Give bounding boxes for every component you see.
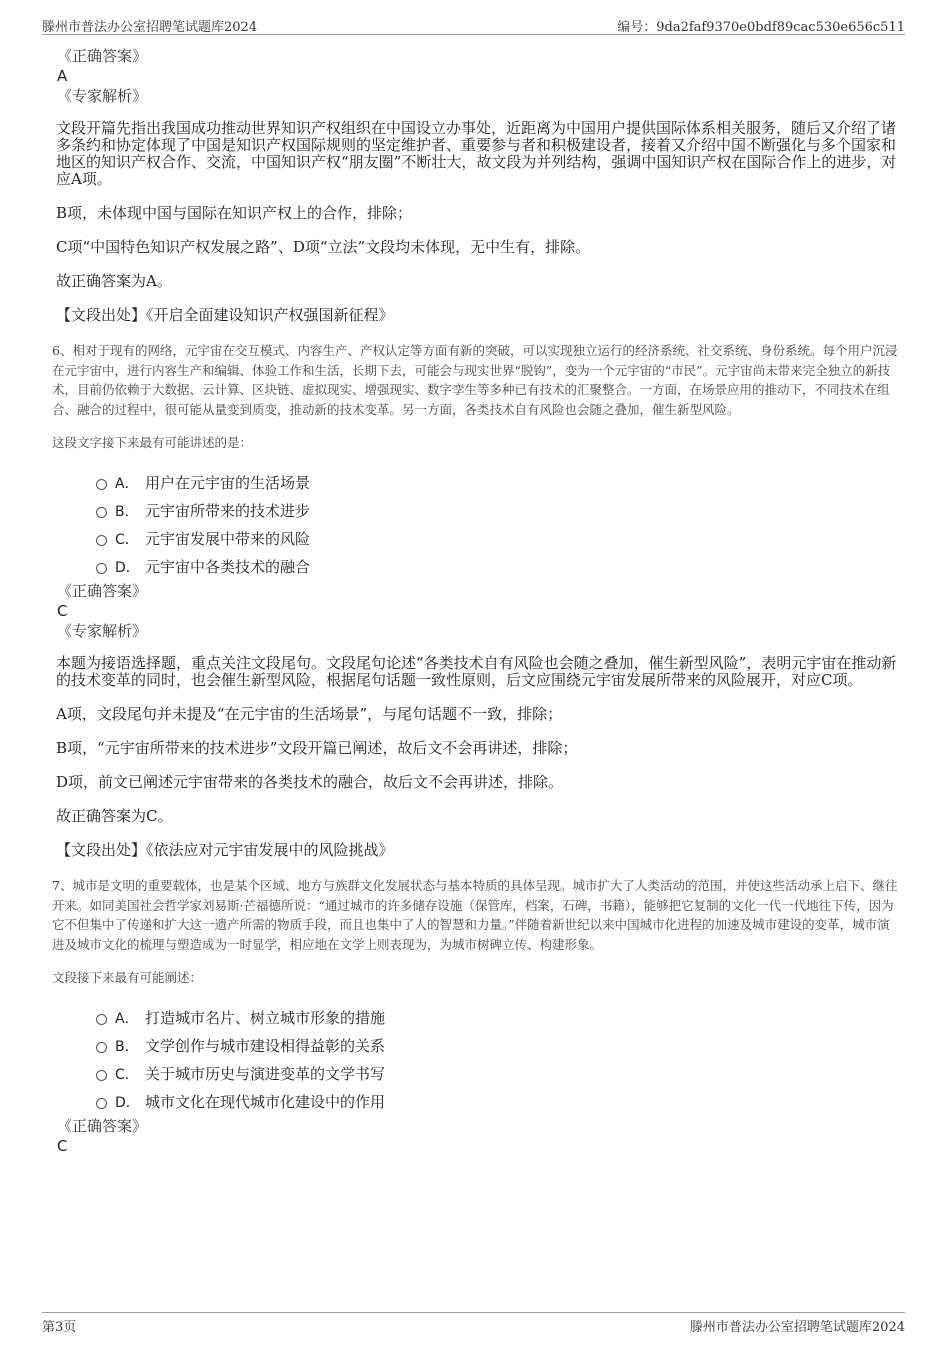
q6-analysis-paragraph: B项，“元宇宙所带来的技术进步”文段开篇已阐述，故后文不会再讲述，排除；	[56, 738, 578, 757]
q6-answer: C	[57, 601, 68, 620]
q5-answer-label: 《正确答案》	[57, 47, 148, 65]
q6-analysis-paragraph: D项，前文已阐述元宇宙带来的各类技术的融合，故后文不会再讲述，排除。	[56, 772, 564, 791]
q6-answer-label: 《正确答案》	[57, 581, 148, 600]
q6-option-a[interactable]: A． 用户在元宇宙的生活场景	[96, 469, 902, 497]
q7-option-d[interactable]: D． 城市文化在现代城市化建设中的作用	[96, 1088, 902, 1116]
q6-analysis-label: 《专家解析》	[57, 621, 148, 640]
q6-question-text: 6、相对于现有的网络，元宇宙在交互模式、内容生产、产权认定等方面有新的突破，可以实现独立运行的经济系统、社交系统、身份系统。每个用户沉浸在元宇宙中，进行内容生产和编辑、体验工作和生活，长期下去，可能会与现实世界“脱钩”，变为一个元宇宙的“市民”。元宇宙尚未带来完全独立的新技术，目前仍依赖于大数据、云计算、区块链、虚拟现实、增强现实、数字孪生等多种已有技术的汇聚整合。一方面，在场景应用的推动下，不同技术在组合、融合的过程中，很可能从量变到质变，推动新的技术变革。另一方面，各类技术自有风险也会随之叠加，催生新型风险。	[52, 343, 898, 418]
page-header	[42, 14, 905, 35]
q5-analysis-paragraph: C项“中国特色知识产权发展之路”、D项“立法”文段均未体现，无中生有，排除。	[56, 238, 591, 256]
q7-question-text: 7、城市是文明的重要载体，也是某个区域、地方与族群文化发展状态与基本特质的具体呈现。城市扩大了人类活动的范围，并使这些活动承上启下、继往开来。如同美国社会哲学家刘易斯·芒福德所说：“通过城市的许多储存设施（保管库，档案，石碑，书籍），能够把它复制的文化一代一代地往下传，因为它不但集中了传递和扩大这一遗产所需的物质手段，而且也集中了人的智慧和力量。”伴随着新世纪以来中国城市化进程的加速及城市建设的变革，城市演进及城市文化的梳理与塑造成为一时显学，相应地在文学上则表现为，为城市树碑立传、构建形象。	[52, 877, 898, 952]
footer-title: 滕州市普法办公室招聘笔试题库2024	[689, 1320, 905, 1335]
q6-option-c[interactable]: C． 元宇宙发展中带来的风险	[96, 525, 902, 553]
q7-answer-label: 《正确答案》	[57, 1116, 148, 1135]
radio-icon[interactable]	[96, 507, 107, 518]
radio-icon[interactable]	[96, 1070, 107, 1081]
q6-analysis-paragraph: A项，文段尾句并未提及“在元宇宙的生活场景”，与尾句话题不一致，排除；	[56, 704, 563, 723]
footer-page-number: 第3页	[42, 1320, 77, 1335]
q7-option-b[interactable]: B． 文学创作与城市建设相得益彰的关系	[96, 1032, 902, 1060]
radio-icon[interactable]	[96, 1042, 107, 1053]
radio-icon[interactable]	[96, 479, 107, 490]
header-code-value: 9da2faf9370e0bdf89cac530e656c511	[656, 20, 905, 35]
q6-analysis-paragraph: 本题为接语选择题，重点关注文段尾句。文段尾句论述“各类技术自有风险也会随之叠加，催生新型风险”，表明元宇宙在推动新的技术变革的同时，也会催生新型风险，根据尾句话题一致性原则，后文应围绕元宇宙发展所带来的风险展开，对应C项。	[56, 653, 897, 689]
q5-analysis-label: 《专家解析》	[57, 87, 148, 105]
q6-options	[96, 469, 902, 581]
radio-icon[interactable]	[96, 1014, 107, 1025]
page-footer	[42, 1312, 905, 1335]
header-code-label: 编号：	[617, 20, 657, 35]
header-code	[617, 16, 905, 35]
q7-options	[96, 1004, 902, 1116]
q6-option-b[interactable]: B． 元宇宙所带来的技术进步	[96, 497, 902, 525]
q5-analysis-paragraph: B项，未体现中国与国际在知识产权上的合作，排除；	[56, 204, 413, 222]
q6-ask: 这段文字接下来最有可能讲述的是：	[52, 434, 253, 450]
q6-analysis-paragraph: 故正确答案为C。	[56, 806, 173, 825]
q7-option-a[interactable]: A． 打造城市名片、树立城市形象的措施	[96, 1004, 902, 1032]
q5-analysis-paragraph: 故正确答案为A。	[56, 272, 172, 290]
radio-icon[interactable]	[96, 563, 107, 574]
radio-icon[interactable]	[96, 535, 107, 546]
q5-answer: A	[57, 67, 68, 85]
q5-source: 【文段出处】《开启全面建设知识产权强国新征程》	[56, 306, 394, 324]
q7-answer: C	[57, 1136, 68, 1155]
header-title: 滕州市普法办公室招聘笔试题库2024	[42, 20, 258, 35]
page-content	[52, 46, 902, 1156]
radio-icon[interactable]	[96, 1098, 107, 1109]
q7-ask: 文段接下来最有可能阐述：	[52, 969, 203, 985]
q6-option-d[interactable]: D． 元宇宙中各类技术的融合	[96, 553, 902, 581]
q7-option-c[interactable]: C． 关于城市历史与演进变革的文学书写	[96, 1060, 902, 1088]
q6-source: 【文段出处】《依法应对元宇宙发展中的风险挑战》	[56, 840, 394, 859]
q5-analysis-paragraph: 文段开篇先指出我国成功推动世界知识产权组织在中国设立办事处，近距离为中国用户提供国际体系相关服务，随后又介绍了诸多条约和协定体现了中国是知识产权国际规则的坚定维护者、重要参与者和积极建设者，接着又介绍中国不断强化与多个国家和地区的知识产权合作、交流，中国知识产权“朋友圈”不断壮大，故文段为并列结构，强调中国知识产权在国际合作上的进步，对应A项。	[56, 119, 897, 188]
